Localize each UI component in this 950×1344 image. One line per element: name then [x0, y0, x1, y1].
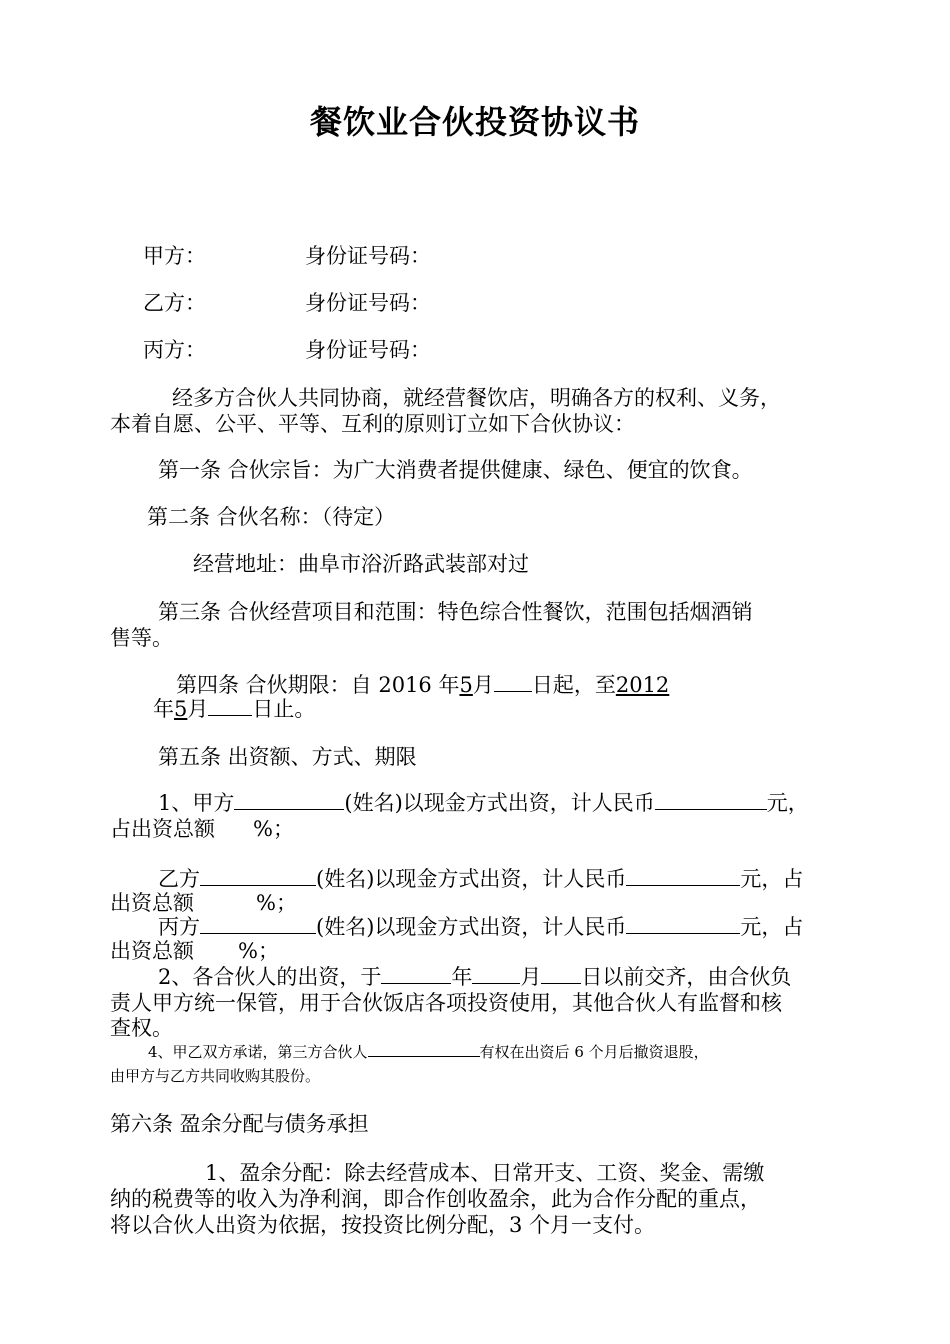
item-2-text: 2、各合伙人的出资，于 [158, 965, 382, 989]
party-a-name-blank [234, 790, 344, 810]
article-4-prefix: 第四条 合伙期限：自 2016 年 [176, 673, 460, 697]
item-c-unit: 元，占 [740, 915, 804, 939]
article-2: 第二条 合伙名称：（待定） [147, 505, 396, 529]
article-3-line-2: 售等。 [110, 626, 173, 650]
article-4-month-suffix: 月 [187, 697, 209, 721]
article-5-item-2-line-3: 查权。 [110, 1016, 173, 1040]
article-4-year-suffix: 年 [153, 697, 174, 721]
article-6-p1-line-3: 将以合伙人出资为依据，按投资比例分配，3 个月一支付。 [110, 1213, 656, 1237]
item-b-share-label: 出资总额 [110, 891, 194, 915]
party-b-amount-blank [626, 866, 740, 886]
article-4-end-month: 5 [174, 697, 188, 721]
item-b-party: 乙方 [158, 867, 200, 891]
item-1-unit: 元， [766, 791, 809, 815]
article-4-line-2 [153, 696, 315, 722]
party-a-label: 甲方： [143, 244, 206, 268]
item-c-percent: %； [238, 939, 279, 963]
article-5-item-1-line-1 [158, 790, 809, 816]
article-4-line-1 [176, 672, 669, 698]
deadline-day-blank [541, 964, 581, 984]
article-6-heading: 第六条 盈余分配与债务承担 [110, 1112, 369, 1136]
article-3-line-1: 第三条 合伙经营项目和范围：特色综合性餐饮，范围包括烟酒销 [158, 600, 753, 624]
article-5-item-c-line-1 [158, 914, 803, 940]
item-b-unit: 元，占 [740, 867, 804, 891]
document-title: 餐饮业合伙投资协议书 [309, 103, 640, 141]
party-a-id-label: 身份证号码： [305, 244, 431, 268]
item-2-year: 年 [451, 965, 473, 989]
preamble-line-2: 本着自愿、公平、平等、互利的原则订立如下合伙协议： [110, 412, 635, 436]
item-2-tail: 日以前交齐，由合伙负 [581, 965, 792, 989]
article-5-item-1-line-2 [110, 816, 294, 842]
party-c-label: 丙方： [143, 338, 206, 362]
item-4-text: 4、甲乙双方承诺，第三方合伙人 [148, 1043, 368, 1061]
party-b-id-label: 身份证号码： [305, 291, 431, 315]
article-5-item-b-line-1 [158, 866, 803, 892]
item-c-party: 丙方 [158, 915, 200, 939]
article-5-item-b-line-2 [110, 890, 297, 916]
article-4-mid-text: 日起，至 [531, 673, 616, 697]
article-4-start-month: 5 [459, 673, 473, 697]
party-c-amount-blank [626, 914, 740, 934]
article-5-item-2-line-2: 责人甲方统一保管，用于合伙饭店各项投资使用，其他合伙人有监督和核 [110, 991, 782, 1015]
item-1-percent: %； [253, 817, 294, 841]
article-4-end-year: 2012 [615, 673, 670, 697]
third-partner-name-blank [368, 1041, 480, 1057]
preamble-line-1: 经多方合伙人共同协商，就经营餐饮店，明确各方的权利、义务， [172, 386, 781, 410]
item-4-tail: 有权在出资后 6 个月后撤资退股， [479, 1043, 709, 1061]
article-6-p1-line-2: 纳的税费等的收入为净利润，即合作创收盈余，此为合作分配的重点， [110, 1187, 761, 1211]
start-day-blank [494, 672, 532, 692]
article-5-item-c-line-2 [110, 938, 279, 964]
end-day-blank [208, 696, 252, 716]
article-6-p1-line-1: 1、盈余分配：除去经营成本、日常开支、工资、奖金、需缴 [205, 1161, 765, 1185]
item-b-percent: %； [256, 891, 297, 915]
deadline-year-blank [381, 964, 451, 984]
deadline-month-blank [472, 964, 520, 984]
business-address: 经营地址：曲阜市浴沂路武装部对过 [193, 552, 529, 576]
article-5-heading: 第五条 出资额、方式、期限 [158, 745, 417, 769]
article-5-item-2-line-1 [158, 964, 791, 990]
article-5-item-4-line-2: 由甲方与乙方共同收购其股份。 [110, 1067, 321, 1085]
item-1-party: 1、甲方 [158, 791, 235, 815]
party-b-label: 乙方： [143, 291, 206, 315]
item-1-text: (姓名)以现金方式出资，计人民币 [344, 791, 655, 815]
party-b-name-blank [200, 866, 316, 886]
party-c-id-label: 身份证号码： [305, 338, 431, 362]
item-c-share-label: 出资总额 [110, 939, 194, 963]
article-4-end-text: 日止。 [252, 697, 316, 721]
article-1: 第一条 合伙宗旨：为广大消费者提供健康、绿色、便宜的饮食。 [158, 458, 753, 482]
party-a-amount-blank [655, 790, 767, 810]
article-4-month-text: 月 [472, 673, 494, 697]
item-c-text: (姓名)以现金方式出资，计人民币 [316, 915, 627, 939]
item-2-month: 月 [520, 965, 542, 989]
item-1-share-label: 占出资总额 [110, 817, 215, 841]
item-b-text: (姓名)以现金方式出资，计人民币 [316, 867, 627, 891]
article-5-item-4-line-1 [148, 1041, 709, 1062]
party-c-name-blank [200, 914, 316, 934]
